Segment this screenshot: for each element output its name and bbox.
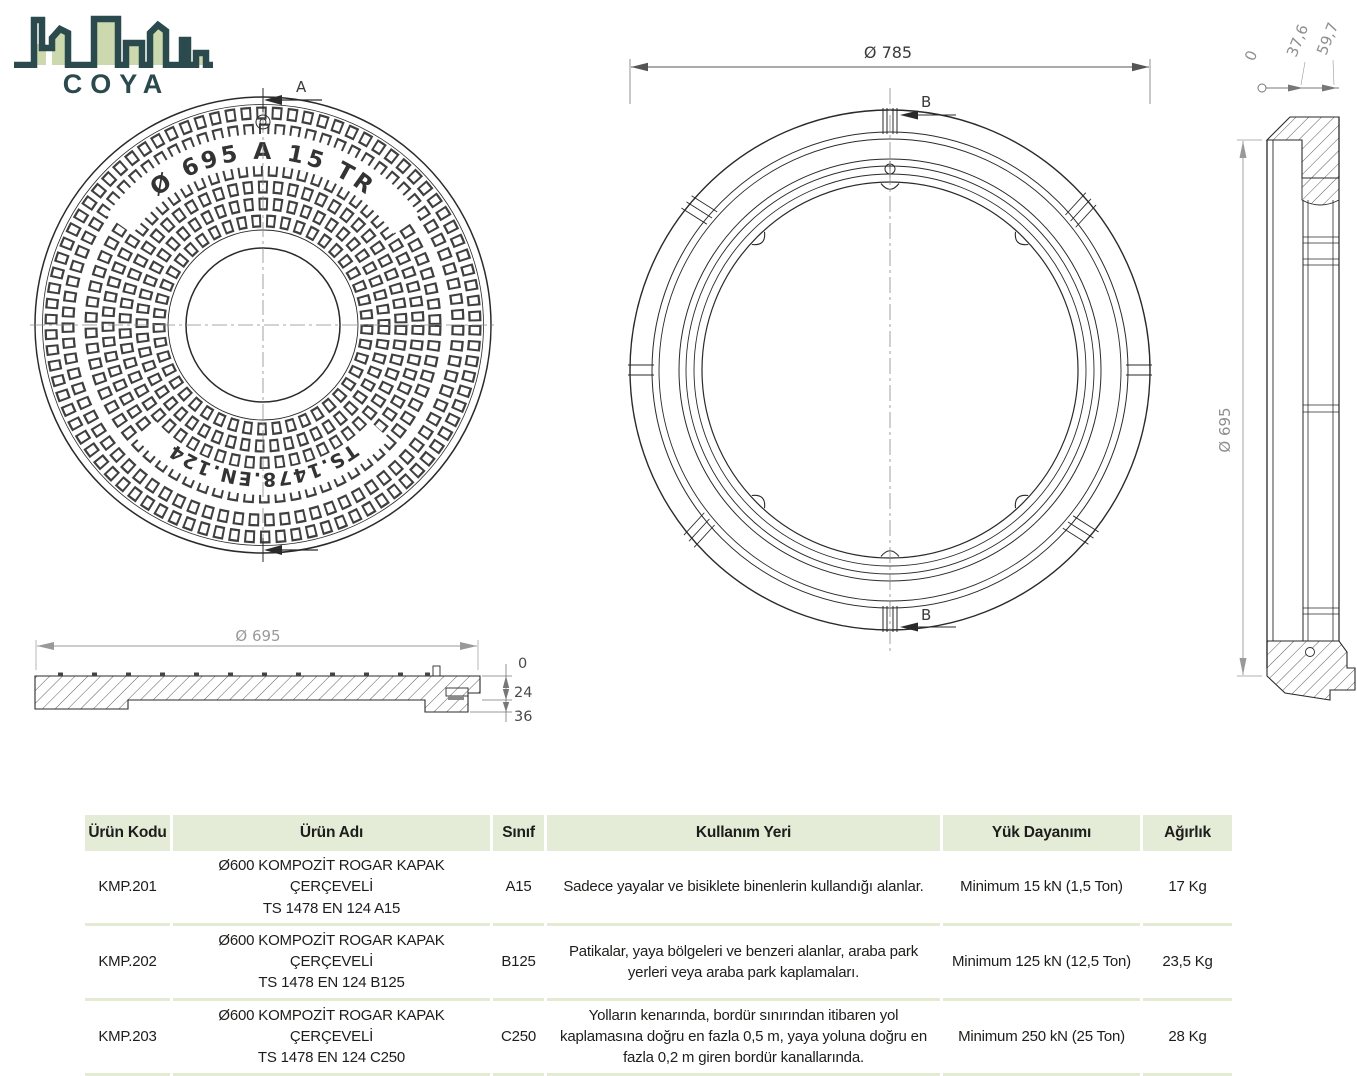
cover-side-section [35,627,532,725]
product-spec-table [85,815,1232,1076]
cell-class: B125 [493,926,544,1001]
frame-top-view [628,43,1152,655]
frame-section-hook [1302,178,1339,205]
header-urun-kodu: Ürün Kodu [85,815,170,851]
frame-section-lock-detail [1306,648,1315,657]
cell-weight: 28 Kg [1143,1001,1232,1076]
cell-usage: Patikalar, yaya bölgeleri ve benzeri alanlar, araba park yerleri veya araba park kaplamaları. [547,926,940,1001]
product-name: Ø600 KOMPOZİT ROGAR KAPAK ÇERÇEVELİ [218,857,445,896]
section-marker-a-bottom [263,538,318,562]
cover-top-view [30,78,496,562]
frame-side-section [1216,20,1355,700]
cell-code: KMP.202 [85,926,170,1001]
header-kullanim-yeri: Kullanım Yeri [547,815,940,851]
header-urun-adi: Ürün Adı [173,815,490,851]
cell-load: Minimum 125 kN (12,5 Ton) [943,926,1140,1001]
cover-standard-text: TS.1478.EN.124 [164,439,362,491]
table-row-kmp201 [85,851,1232,926]
dim-695-vertical [1216,140,1262,676]
cell-load: Minimum 250 kN (25 Ton) [943,1001,1140,1076]
section-letter-b-top: B [921,93,932,111]
table-header-row [85,815,1232,851]
product-standard: TS 1478 EN 124 B125 [258,974,405,992]
cell-weight: 23,5 Kg [1143,926,1232,1001]
section-marker-a-top [263,78,322,112]
ordinate-59-7: 59,7 [1313,19,1343,58]
section-letter-a: A [296,78,307,96]
table-row-kmp202 [85,926,1232,1001]
dim-695-vertical-label: Ø 695 [1216,407,1234,453]
section-letter-b-bottom: B [921,606,932,624]
dim-695-horizontal [36,627,478,670]
cell-name [173,1001,490,1076]
cell-name [173,926,490,1001]
ordinate-37-6: 37,6 [1283,21,1313,60]
ordinate-0: 0 [1241,47,1262,64]
header-agirlik: Ağırlık [1143,815,1232,851]
cell-code: KMP.203 [85,1001,170,1076]
dim-695-horizontal-label: Ø 695 [235,627,281,645]
cell-class: A15 [493,851,544,926]
cover-section-body [35,676,480,712]
ordinate-24: 24 [514,685,533,701]
cell-name [173,851,490,926]
cell-class: C250 [493,1001,544,1076]
cell-code: KMP.201 [85,851,170,926]
product-standard: TS 1478 EN 124 C250 [257,1049,406,1067]
header-yuk-dayanimi: Yük Dayanımı [943,815,1140,851]
cell-load: Minimum 15 kN (1,5 Ton) [943,851,1140,926]
dim-785-label: Ø 785 [863,43,913,62]
frame-section-ordinates [1241,20,1342,92]
cell-weight: 17 Kg [1143,851,1232,926]
header-sinif: Sınıf [493,815,544,851]
ordinate-36: 36 [514,709,533,725]
product-name: Ø600 KOMPOZİT ROGAR KAPAK ÇERÇEVELİ [218,1006,445,1046]
cover-marking-text: Ø 695 A 15 TR [145,138,381,202]
product-standard: TS 1478 EN 124 A15 [262,899,401,917]
logo-wordmark: COYA [62,69,171,99]
ordinate-top-0: 0 [518,656,528,672]
frame-section-cap [1267,117,1339,178]
table-row-kmp203 [85,1001,1232,1076]
cell-usage: Sadece yayalar ve bisiklete binenlerin kullandığı alanlar. [547,851,940,926]
product-name: Ø600 KOMPOZİT ROGAR KAPAK ÇERÇEVELİ [218,931,445,971]
cell-usage: Yolların kenarında, bordür sınırından itibaren yol kaplamasına doğru en fazla 0,5 m, yaya yoluna doğru en fazla 0,2 m giren bordür kanallarında. [547,1001,940,1076]
section-marker-b-top [900,93,956,120]
